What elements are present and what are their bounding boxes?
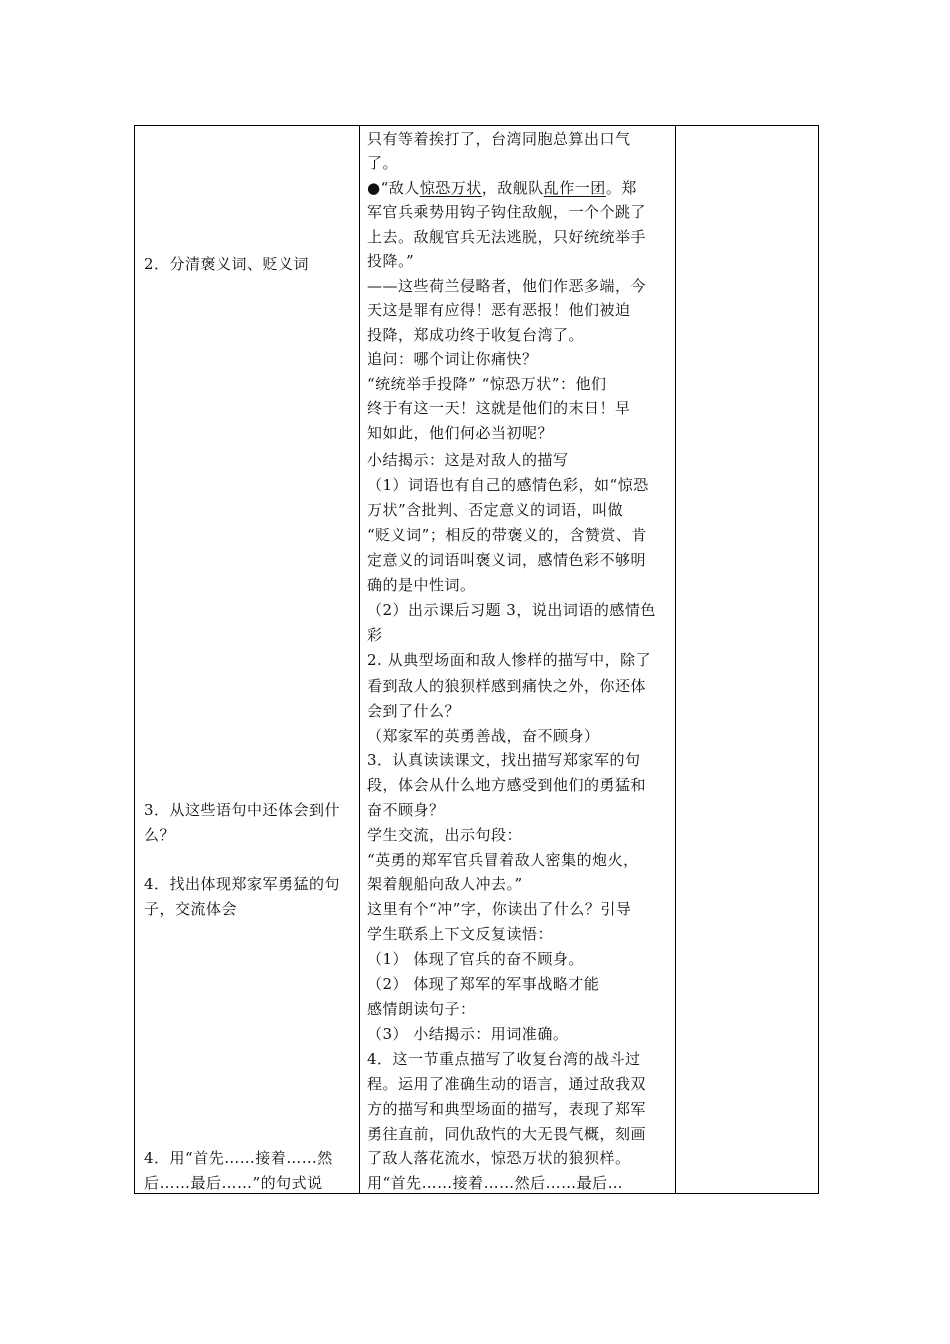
content-line-quote bbox=[367, 176, 637, 201]
content-line: 4．这一节重点描写了收复台湾的战斗过 bbox=[367, 1050, 641, 1068]
content-line: 定意义的词语叫褒义词，感情色彩不够明 bbox=[367, 551, 647, 569]
step-label-4b-line1: 4．用“首先……接着……然 bbox=[144, 1149, 333, 1167]
content-line: 架着舰船向敌人冲去。” bbox=[367, 875, 523, 893]
content-line: 只有等着挨打了，台湾同胞总算出口气 bbox=[367, 130, 631, 148]
step-label-2: 2．分清褒义词、贬义词 bbox=[144, 255, 310, 273]
quote-open: ●“敌人 bbox=[367, 179, 420, 197]
content-line: （郑家军的英勇善战，奋不顾身） bbox=[367, 727, 600, 745]
content-line: （2）出示课后习题 3，说出词语的感情色 bbox=[367, 601, 656, 619]
step-label-3-line1: 3．从这些语句中还体会到什 bbox=[144, 801, 341, 819]
step-label-4b-line2: 后……最后……”的句式说 bbox=[144, 1174, 323, 1192]
content-line: 学生联系上下文反复读悟： bbox=[367, 925, 554, 943]
column-divider-left bbox=[359, 126, 360, 1193]
step-label-3-line2: 么？ bbox=[144, 826, 176, 844]
quote-mid: ，敌舰队 bbox=[481, 179, 544, 197]
content-line: 学生交流，出示句段： bbox=[367, 826, 523, 844]
content-line: 追问：哪个词让你痛快？ bbox=[367, 350, 538, 368]
lesson-plan-table bbox=[134, 125, 819, 1194]
content-line: （1）词语也有自己的感情色彩，如“惊恐 bbox=[367, 476, 649, 494]
content-line: 投降，郑成功终于收复台湾了。 bbox=[367, 326, 585, 344]
step-label-4a-line1: 4．找出体现郑家军勇猛的句 bbox=[144, 875, 341, 893]
content-line: 了敌人落花流水，惊恐万状的狼狈样。 bbox=[367, 1149, 631, 1167]
content-line: 小结揭示：这是对敌人的描写 bbox=[367, 451, 569, 469]
content-line: 程。运用了准确生动的语言，通过敌我双 bbox=[367, 1075, 647, 1093]
content-line: 2. 从典型场面和敌人惨样的描写中，除了 bbox=[367, 651, 652, 669]
content-line: 确的是中性词。 bbox=[367, 576, 476, 594]
underlined-phrase: 惊恐万状 bbox=[419, 179, 482, 197]
content-line: 奋不顾身？ bbox=[367, 801, 445, 819]
content-line: 方的描写和典型场面的描写，表现了郑军 bbox=[367, 1100, 647, 1118]
step-label-4a-line2: 子，交流体会 bbox=[144, 900, 238, 918]
content-line: （3） 小结揭示：用词准确。 bbox=[367, 1025, 569, 1043]
content-line: 投降。” bbox=[367, 252, 415, 270]
content-line: 这里有个“冲”字，你读出了什么？引导 bbox=[367, 900, 632, 918]
content-line: 会到了什么？ bbox=[367, 702, 461, 720]
content-line: 勇往直前，同仇敌忾的大无畏气概，刻画 bbox=[367, 1125, 647, 1143]
content-line: 段，体会从什么地方感受到他们的勇猛和 bbox=[367, 776, 647, 794]
content-line: 万状”含批判、否定意义的词语，叫做 bbox=[367, 501, 624, 519]
content-line: 感情朗读句子： bbox=[367, 1000, 476, 1018]
content-line: （1） 体现了官兵的奋不顾身。 bbox=[367, 950, 584, 968]
content-line: 终于有这一天！这就是他们的末日！早 bbox=[367, 399, 631, 417]
content-line: 天这是罪有应得！恶有恶报！他们被迫 bbox=[367, 301, 631, 319]
content-line: “统统举手投降” “惊恐万状”：他们 bbox=[367, 375, 607, 393]
notes-column-empty bbox=[676, 126, 818, 1193]
content-line: 军官兵乘势用钩子钩住敌舰，一个个跳了 bbox=[367, 203, 647, 221]
content-line: “贬义词”；相反的带褒义的，含赞赏、肯 bbox=[367, 526, 647, 544]
quote-end: 。郑 bbox=[605, 179, 637, 197]
content-line: 用“首先……接着……然后……最后… bbox=[367, 1174, 624, 1192]
underlined-phrase: 乱作一团 bbox=[543, 179, 606, 197]
content-line: 知如此，他们何必当初呢？ bbox=[367, 424, 554, 442]
content-line: 了。 bbox=[367, 154, 399, 172]
content-line: “英勇的郑军官兵冒着敌人密集的炮火， bbox=[367, 851, 639, 869]
content-line: ——这些荷兰侵略者，他们作恶多端，今 bbox=[367, 277, 647, 295]
content-line: 彩 bbox=[367, 626, 383, 644]
content-line: 3．认真读读课文，找出描写郑家军的句 bbox=[367, 751, 641, 769]
content-line: 看到敌人的狼狈样感到痛快之外，你还体 bbox=[367, 677, 647, 695]
content-line: （2） 体现了郑军的军事战略才能 bbox=[367, 975, 600, 993]
content-line: 上去。敌舰官兵无法逃脱，只好统统举手 bbox=[367, 228, 647, 246]
